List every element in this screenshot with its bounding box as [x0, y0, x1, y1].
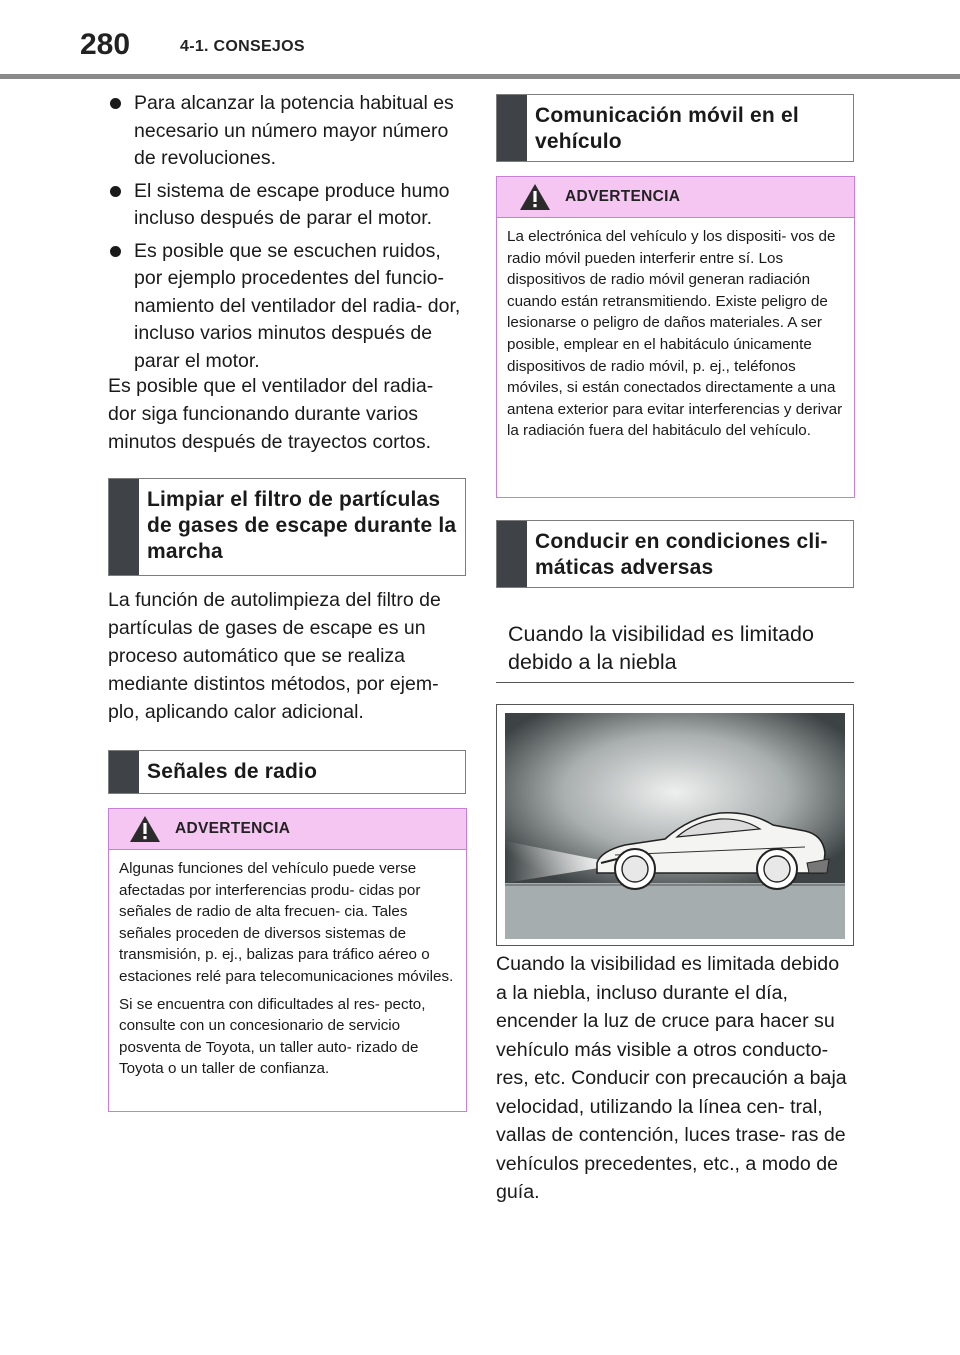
bullet-icon	[110, 186, 121, 197]
heading-bar	[109, 479, 139, 575]
heading-text: Comunicación móvil en el vehículo	[535, 104, 799, 153]
page-number: 280	[80, 28, 131, 61]
bullet-icon	[110, 246, 121, 257]
fog-car-image	[505, 713, 845, 939]
bullet-list	[108, 90, 466, 380]
header-divider	[0, 74, 960, 79]
warning-title: ADVERTENCIA	[175, 820, 291, 837]
subheading-fog	[496, 606, 854, 683]
section-heading-filter	[108, 478, 466, 576]
heading-bar	[497, 521, 527, 587]
section-heading-radio	[108, 750, 466, 794]
chapter-title: 4-1. CONSEJOS	[180, 38, 305, 55]
heading-bar	[109, 751, 139, 793]
warning-header	[109, 809, 466, 850]
heading-bar	[497, 95, 527, 161]
subheading-text: Cuando la visibilidad es limitado debido a la niebla	[508, 622, 814, 674]
list-item: Para alcanzar la potencia habitual es necesario un número mayor número de revoluciones.	[108, 90, 466, 173]
warning-box-mobile	[496, 176, 855, 498]
section-heading-weather	[496, 520, 854, 588]
list-item: El sistema de escape produce humo incluso después de parar el motor.	[108, 178, 466, 233]
paragraph-fog: Cuando la visibilidad es limitada debido a la niebla, incluso durante el día, encender la luz de cruce para hacer su vehículo más visible a otros conducto- res, etc. Conducir con precaución a baja velocidad, utilizando la línea cen- tral, vallas de contención, luces trase- ras de vehículos precedentes, etc., a modo de guía.	[496, 953, 847, 1203]
warning-paragraph: Algunas funciones del vehículo puede verse afectadas por interferencias produ- cidas por señales de radio de alta frecuen- cia. Tales señales proceden de diversos sistemas de transmisión, p. ej., balizas para tráfico aéreo o estaciones relé para telecomunicaciones móviles.	[119, 860, 454, 985]
section-heading-mobile	[496, 94, 854, 162]
warning-title: ADVERTENCIA	[565, 188, 681, 205]
warning-paragraph: La electrónica del vehículo y los dispositi- vos de radio móvil pueden interferir entre sí. Los dispositivos de radio móvil generan radiación cuando están retransmitiendo. Existe peligro de lesionarse o peligro de daños materiales. A ser posible, emplear en el habitáculo únicamente dispositivos de radio móvil, p. ej., teléfonos móviles, si están conectados directamente a una antena exterior para evitar interferencias y derivar la radiación fuera del habitáculo del vehículo.	[507, 228, 843, 440]
warning-body	[497, 218, 854, 456]
heading-text: Señales de radio	[147, 760, 318, 783]
warning-triangle-icon	[519, 183, 551, 211]
heading-text: Limpiar el filtro de partículas de gases de escape durante la marcha	[147, 488, 457, 563]
bullet-icon	[110, 98, 121, 109]
list-item: Es posible que se escuchen ruidos, por ejemplo procedentes del funcio- namiento del ventilador del radia- dor, incluso varios minutos después de parar el motor.	[108, 238, 466, 376]
warning-body	[109, 850, 466, 1094]
fog-illustration	[496, 704, 854, 946]
warning-paragraph: Si se encuentra con dificultades al res- pecto, consulte con un concesionario de servicio posventa de Toyota, un taller auto- rizado de Toyota o un taller de confianza.	[119, 995, 426, 1078]
paragraph-filter: La función de autolimpieza del filtro de partículas de gases de escape es un proceso automático que se realiza mediante distintos métodos, por ejem- plo, aplicando calor adicional.	[108, 589, 441, 723]
warning-header	[497, 177, 854, 218]
warning-triangle-icon	[129, 815, 161, 843]
paragraph-radiator: Es posible que el ventilador del radia- dor siga funcionando durante varios minutos después de trayectos cortos.	[108, 375, 434, 453]
page-header	[0, 0, 960, 80]
warning-box-radio	[108, 808, 467, 1112]
heading-text: Conducir en condiciones cli- máticas adversas	[535, 530, 828, 579]
